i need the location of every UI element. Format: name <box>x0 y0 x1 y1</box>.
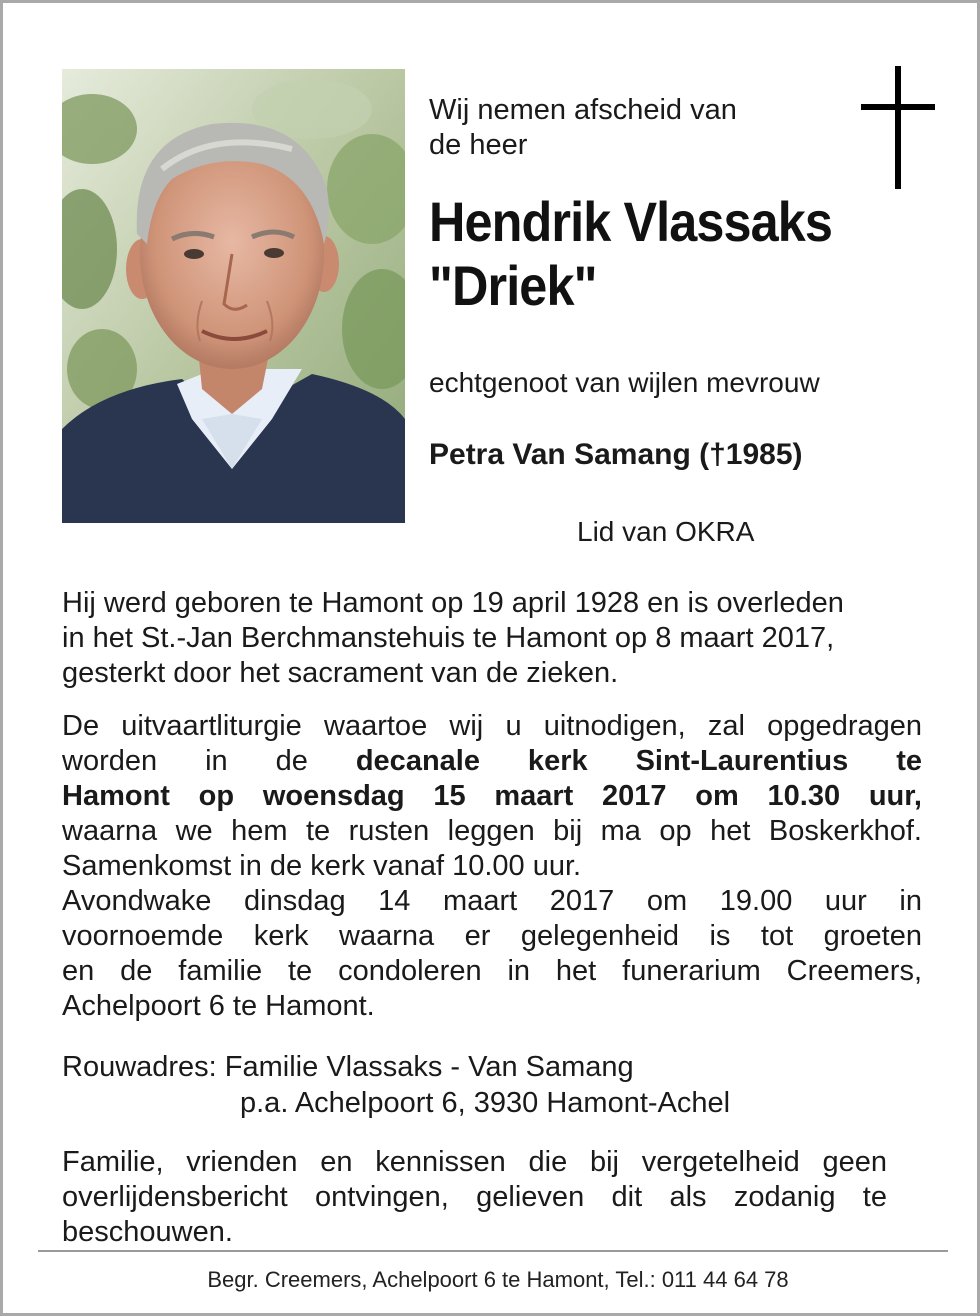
address-line-2: p.a. Achelpoort 6, 3930 Hamont-Achel <box>240 1087 731 1119</box>
birth-death-line: Hij werd geboren te Hamont op 19 april 1928 en is overleden <box>62 587 844 619</box>
funeral-line: en de familie te condoleren in het funerarium Creemers, <box>62 955 922 987</box>
footer-divider <box>38 1250 948 1252</box>
birth-death-line: in het St.-Jan Berchmanstehuis te Hamont op 8 maart 2017, <box>62 622 835 654</box>
notice-line: overlijdensbericht ontvingen, gelieven dit als zodanig te <box>62 1181 887 1213</box>
spouse-name: Petra Van Samang (†1985) <box>429 438 803 471</box>
notice-line: beschouwen. <box>62 1216 233 1248</box>
funeral-paragraph <box>62 709 922 1024</box>
intro-line-2: de heer <box>429 129 528 161</box>
funeral-line: De uitvaartliturgie waartoe wij u uitnodigen, zal opgedragen <box>62 710 922 742</box>
funeral-line <box>62 779 922 814</box>
funeral-line: Avondwake dinsdag 14 maart 2017 om 19.00 uur in <box>62 885 922 917</box>
cross-icon <box>861 66 935 189</box>
intro-text <box>429 93 737 163</box>
deceased-full-name: Hendrik Vlassaks <box>429 190 833 253</box>
birth-death-line: gesterkt door het sacrament van de zieken. <box>62 657 619 689</box>
portrait-photo <box>62 69 405 523</box>
deceased-nickname: "Driek" <box>429 254 597 317</box>
funeral-line: Samenkomst in de kerk vanaf 10.00 uur. <box>62 850 582 882</box>
notice-line: Familie, vrienden en kennissen die bij vergetelheid geen <box>62 1146 887 1178</box>
intro-line-1: Wij nemen afscheid van <box>429 94 737 126</box>
birth-death-paragraph <box>62 586 922 691</box>
funeral-line: Achelpoort 6 te Hamont. <box>62 990 375 1022</box>
funeral-home-footer: Begr. Creemers, Achelpoort 6 te Hamont, Tel.: 011 44 64 78 <box>207 1267 789 1292</box>
funeral-line <box>62 744 922 779</box>
funeral-text: worden in de <box>62 745 308 777</box>
funeral-line: waarna we hem te rusten leggen bij ma op het Boskerkhof. <box>62 815 922 847</box>
portrait-illustration <box>62 69 405 523</box>
funeral-line: voornoemde kerk waarna er gelegenheid is tot groeten <box>62 920 922 952</box>
funeral-date-time: Hamont op woensdag 15 maart 2017 om 10.30 uur, <box>62 780 922 812</box>
address-line-1: Rouwadres: Familie Vlassaks - Van Samang <box>62 1051 634 1083</box>
deceased-name <box>429 190 832 318</box>
mourning-address <box>62 1049 730 1121</box>
spouse-intro: echtgenoot van wijlen mevrouw <box>429 367 820 398</box>
membership-text: Lid van OKRA <box>577 516 755 547</box>
notice-paragraph <box>62 1145 922 1250</box>
church-name: decanale kerk Sint-Laurentius te <box>355 745 922 777</box>
